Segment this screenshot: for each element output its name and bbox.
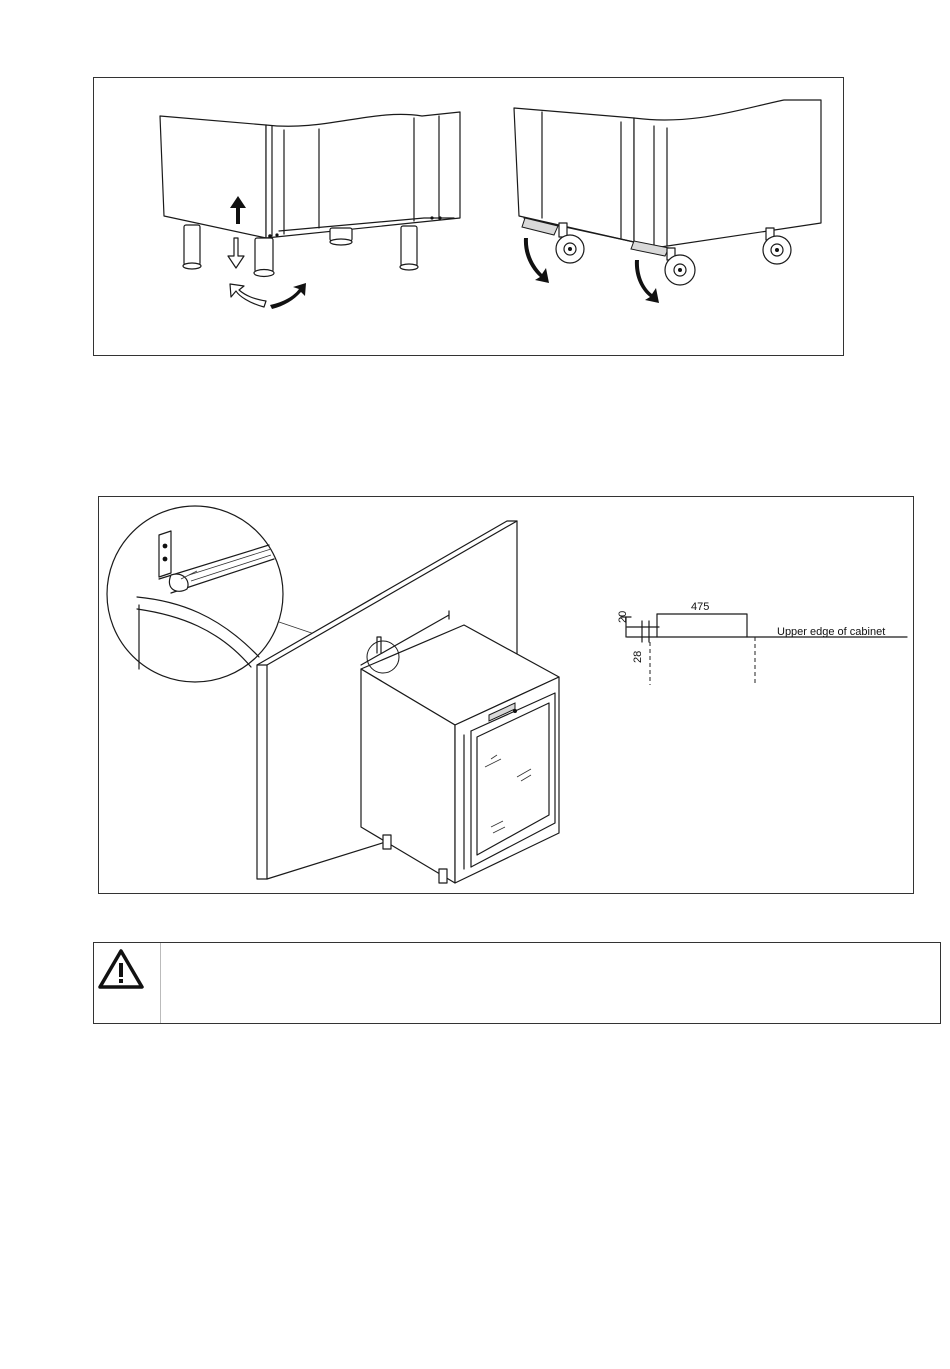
bracket-detail-zoom <box>107 506 283 682</box>
foot-front-mid <box>330 228 352 245</box>
arrow-down-icon <box>228 238 244 268</box>
dim-top-offset-label: 20 <box>617 610 629 623</box>
rotate-left-icon <box>230 284 266 307</box>
brake-arrow-right-icon <box>635 260 659 303</box>
leveling-figure <box>93 77 844 356</box>
foot-back-left <box>183 225 201 269</box>
upper-edge-label: Upper edge of cabinet <box>777 626 886 638</box>
brake-arrow-left-icon <box>524 238 549 283</box>
foot-front-left <box>254 238 274 277</box>
castor-front-left <box>665 248 695 285</box>
rotate-right-icon <box>270 283 306 309</box>
castor-front-right <box>763 228 791 264</box>
warning-box <box>93 942 941 1024</box>
dimension-drawing <box>617 601 907 685</box>
warning-triangle-icon <box>94 943 164 1023</box>
leveling-illustration <box>94 78 845 357</box>
dim-width-label: 475 <box>691 601 710 613</box>
mounting-figure <box>98 496 914 894</box>
dim-bottom-offset-label: 28 <box>632 650 644 663</box>
adjustable-feet-panel <box>160 112 460 309</box>
mounting-illustration <box>99 497 915 895</box>
castors-panel <box>514 100 821 303</box>
foot-front-right <box>400 226 418 270</box>
warning-divider <box>160 943 161 1023</box>
